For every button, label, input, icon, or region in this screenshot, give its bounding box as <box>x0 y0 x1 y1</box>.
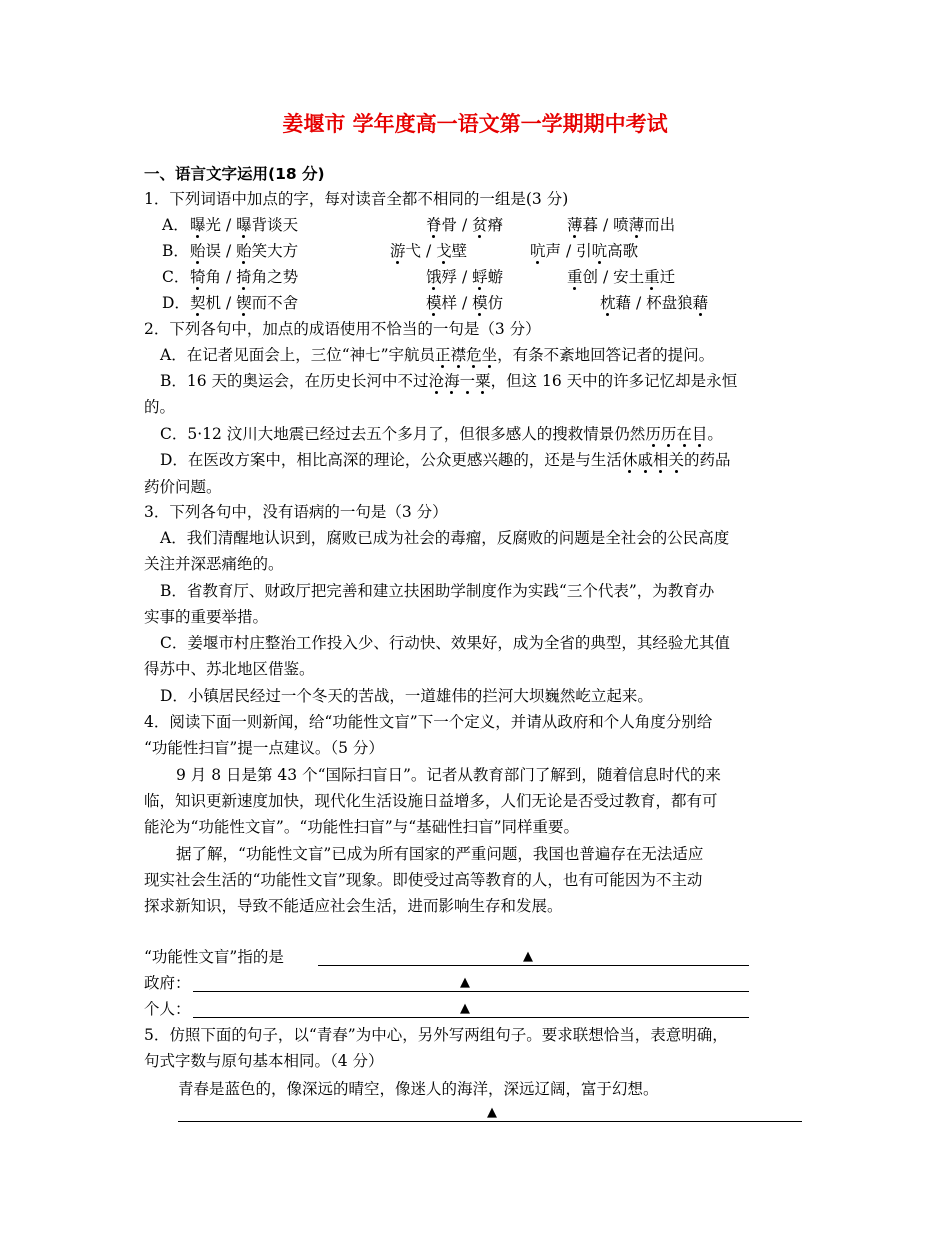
option-text: 仿 <box>487 294 504 312</box>
emphasis-char: 锲 <box>236 294 252 312</box>
q4-government-label: 政府： <box>144 974 191 992</box>
emphasis-char: 历 <box>645 425 661 443</box>
section-heading: 一、语言文字运用(18 分) <box>144 165 325 183</box>
emphasis-char: 戚 <box>637 451 653 469</box>
answer-marker-icon: ▲ <box>487 1105 497 1120</box>
q1-option-pair-3 <box>567 214 675 236</box>
q1-option-pair-1 <box>190 240 298 262</box>
option-text: 创 / 安土 <box>582 268 645 286</box>
q5-stem-cont: 句式字数与原句基本相同。（4 分） <box>144 1052 384 1070</box>
emphasis-char: 薄 <box>567 216 583 234</box>
option-text: 而不舍 <box>251 294 299 312</box>
emphasis-char: 脊 <box>426 216 442 234</box>
option-text: 样 / <box>441 294 473 312</box>
q4-individual-label: 个人： <box>144 1000 191 1018</box>
exam-title: 姜堰市 学年度高一语文第一学期期中考试 <box>282 112 668 136</box>
emphasis-char: 蜉 <box>472 268 488 286</box>
q2-d-text: D．在医改方案中，相比高深的理论，公众更感兴趣的，还是与生活 <box>160 451 622 469</box>
q4-individual-answer-line[interactable] <box>193 1017 749 1018</box>
emphasis-char: 饿 <box>426 268 442 286</box>
q4-news-p1-line1: 9 月 8 日是第 43 个“国际扫盲日”。记者从教育部门了解到，随着信息时代的来 <box>176 766 721 784</box>
emphasis-char: 贫 <box>472 216 488 234</box>
option-text: 迁 <box>659 268 676 286</box>
emphasis-char: 坐 <box>481 346 498 364</box>
q4-news-p1-line3: 能沦为“功能性文盲”。“功能性扫盲”与“基础性扫盲”同样重要。 <box>144 818 580 836</box>
q2-d-text-end: 的药品 <box>684 451 731 469</box>
q1-option-pair-2 <box>426 214 503 236</box>
answer-marker-icon: ▲ <box>460 1001 470 1016</box>
q3-option-c-cont: 得苏中、苏北地区借鉴。 <box>144 660 315 678</box>
q4-government-answer-line[interactable] <box>193 991 749 992</box>
option-text: 殍 / <box>441 268 473 286</box>
emphasis-char: 吭 <box>530 242 546 260</box>
option-text: 弋 / <box>405 242 437 260</box>
option-text: 角 / <box>205 268 237 286</box>
emphasis-char: 海 <box>444 372 460 390</box>
q4-news-p1-line2: 临，知识更新速度加快，现代化生活设施日益增多，人们无论是否受过教育，都有可 <box>144 792 718 810</box>
emphasis-char: 重 <box>567 268 583 286</box>
q5-example-sentence: 青春是蓝色的，像深远的晴空，像迷人的海洋，深远辽阔，富于幻想。 <box>178 1080 659 1098</box>
q3-option-c: C．姜堰市村庄整治工作投入少、行动快、效果好，成为全省的典型，其经验尤其值 <box>160 634 730 652</box>
option-text: 角之势 <box>251 268 299 286</box>
emphasis-char: 休 <box>621 451 638 469</box>
q4-news-p2-line3: 探求新知识，导致不能适应社会生活，进而影响生存和发展。 <box>144 897 563 915</box>
emphasis-char: 枕 <box>600 294 616 312</box>
emphasis-char: 在 <box>676 425 692 443</box>
q3-option-a-cont: 关注并深恶痛绝的。 <box>144 555 284 573</box>
q1-option-pair-3 <box>567 266 675 288</box>
option-text: 蝣 <box>487 268 504 286</box>
q2-option-a <box>160 344 714 366</box>
q3-option-b-cont: 实事的重要举措。 <box>144 608 269 626</box>
emphasis-char: 契 <box>190 294 206 312</box>
option-text: 暮 / 喷 <box>582 216 629 234</box>
q1-option-pair-3 <box>600 292 708 314</box>
q2-b-text-end: ，但这 16 天中的许多记忆却是永恒 <box>490 372 738 390</box>
q4-definition-answer-line[interactable] <box>318 965 749 966</box>
option-text: 背谈天 <box>251 216 299 234</box>
q2-a-idiom <box>435 346 497 364</box>
q2-a-text-end: ，有条不紊地回答记者的提问。 <box>497 346 715 364</box>
option-text: 而出 <box>644 216 676 234</box>
emphasis-char: 曝 <box>236 216 252 234</box>
q2-c-text: C．5·12 汶川大地震已经过去五个多月了，但很多感人的搜救情景仍然 <box>160 425 646 443</box>
emphasis-char: 正 <box>435 346 451 364</box>
emphasis-char: 相 <box>652 451 669 469</box>
q3-option-b: B．省教育厅、财政厅把完善和建立扶困助学制度作为实践“三个代表”，为教育办 <box>160 582 715 600</box>
emphasis-char: 沧 <box>428 372 445 390</box>
q3-option-d: D．小镇居民经过一个冬天的苦战，一道雄伟的拦河大坝巍然屹立起来。 <box>160 687 653 705</box>
q2-option-d <box>160 449 731 471</box>
emphasis-char: 贻 <box>190 242 206 260</box>
q4-news-p2-line2: 现实社会生活的“功能性文盲”现象。即使受过高等教育的人，也有可能因为不主动 <box>144 871 703 889</box>
emphasis-char: 模 <box>472 294 488 312</box>
q3-option-a: A．我们清醒地认识到，腐败已成为社会的毒瘤，反腐败的问题是全社会的公民高度 <box>160 529 730 547</box>
emphasis-char: 重 <box>644 268 660 286</box>
q2-c-idiom <box>645 425 707 443</box>
q1-option-pair-2 <box>390 240 467 262</box>
emphasis-char: 藉 <box>692 294 709 312</box>
q3-stem: 3．下列各句中，没有语病的一句是（3 分） <box>144 503 448 521</box>
q2-option-c <box>160 423 723 445</box>
q2-a-text: A．在记者见面会上，三位“神七”宇航员 <box>160 346 436 364</box>
q1-option-pair-1 <box>190 266 298 288</box>
option-text: 光 / <box>205 216 237 234</box>
q5-answer-line[interactable] <box>178 1121 802 1122</box>
emphasis-char: 戈 <box>436 242 452 260</box>
option-text: 声 / 引 <box>545 242 592 260</box>
q2-d-idiom <box>622 451 684 469</box>
q2-b-text: B．16 天的奥运会，在历史长河中不过 <box>160 372 429 390</box>
q2-option-b <box>160 370 737 392</box>
answer-marker-icon: ▲ <box>460 975 470 990</box>
emphasis-char: 目 <box>691 425 708 443</box>
emphasis-char: 曝 <box>190 216 206 234</box>
emphasis-char: 粟 <box>475 372 491 390</box>
q2-option-b-cont: 的。 <box>144 398 176 416</box>
q1-option-label: B． <box>162 242 189 260</box>
emphasis-char: 危 <box>466 346 482 364</box>
emphasis-char: 襟 <box>450 346 467 364</box>
q2-option-d-cont: 药价问题。 <box>144 478 222 496</box>
q1-stem: 1．下列词语中加点的字，每对读音全都不相同的一组是(3 分) <box>144 190 569 208</box>
option-text: 笑大方 <box>251 242 299 260</box>
q1-option-label: C． <box>162 268 190 286</box>
option-text: 误 / <box>205 242 237 260</box>
q1-option-pair-2 <box>426 266 503 288</box>
q2-b-idiom <box>429 372 491 390</box>
emphasis-char: 游 <box>390 242 406 260</box>
emphasis-char: 模 <box>426 294 442 312</box>
emphasis-char: 历 <box>660 425 677 443</box>
q1-option-label: A． <box>162 216 189 234</box>
q2-c-text-end: 。 <box>707 425 723 443</box>
emphasis-char: 薄 <box>628 216 645 234</box>
q5-stem: 5．仿照下面的句子，以“青春”为中心，另外写两组句子。要求联想恰当，表意明确， <box>144 1026 728 1044</box>
q1-option-pair-1 <box>190 292 298 314</box>
q1-option-pair-2 <box>426 292 503 314</box>
q4-news-p2-line1: 据了解，“功能性文盲”已成为所有国家的严重问题，我国也普遍存在无法适应 <box>176 845 704 863</box>
emphasis-char: 吭 <box>591 242 608 260</box>
option-text: 瘠 <box>487 216 504 234</box>
q4-stem: 4．阅读下面一则新闻，给“功能性文盲”下一个定义，并请从政府和个人角度分别给 <box>144 713 713 731</box>
q1-option-pair-3 <box>530 240 638 262</box>
option-text: 骨 / <box>441 216 473 234</box>
emphasis-char: 一 <box>459 372 476 390</box>
emphasis-char: 关 <box>668 451 684 469</box>
option-text: 机 / <box>205 294 237 312</box>
q4-definition-label: “功能性文盲”指的是 <box>144 948 284 966</box>
option-text: 高歌 <box>607 242 639 260</box>
answer-marker-icon: ▲ <box>523 949 533 964</box>
emphasis-char: 犄 <box>190 268 206 286</box>
option-text: 壁 <box>451 242 468 260</box>
q2-stem: 2．下列各句中，加点的成语使用不恰当的一句是（3 分） <box>144 320 541 338</box>
emphasis-char: 贻 <box>236 242 252 260</box>
option-text: 藉 / 杯盘狼 <box>615 294 693 312</box>
emphasis-char: 掎 <box>236 268 252 286</box>
q1-option-pair-1 <box>190 214 298 236</box>
q4-stem-cont: “功能性扫盲”提一点建议。（5 分） <box>144 739 384 757</box>
q1-option-label: D． <box>162 294 190 312</box>
